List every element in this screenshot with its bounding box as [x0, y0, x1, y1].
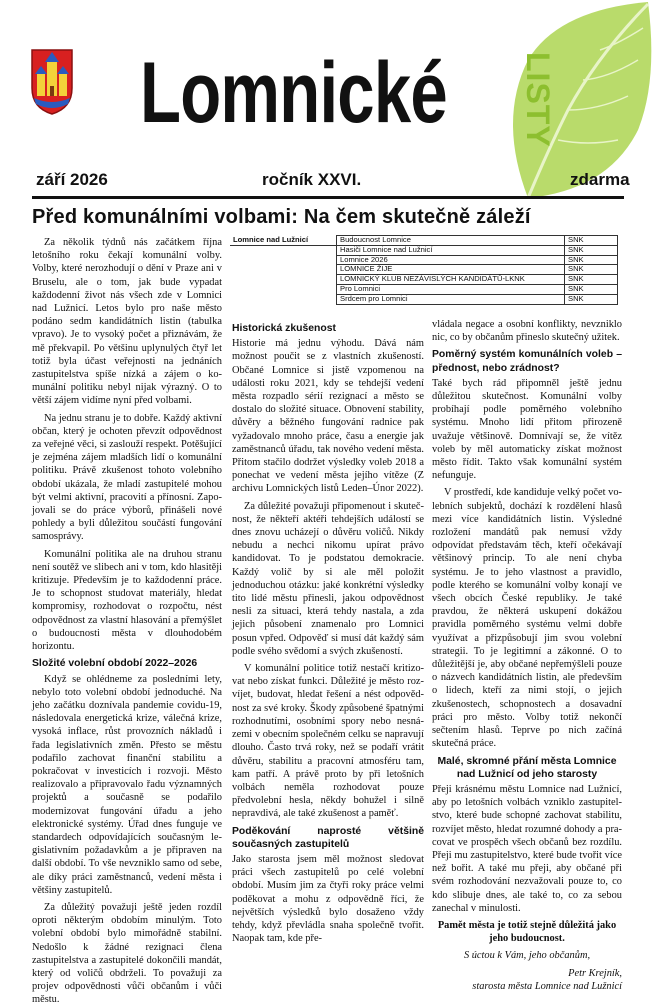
table-row	[230, 255, 618, 265]
paragraph: Za důležité považuji připomenout i skutečnost, že někteří aktéři tehdejších událostí se dnes znovu ucházejí o důvěru voličů. Nikdy nebudu a nechci nikomu upírat právo kandidovat. To je podstatou demokracie. Každý volič by si ale měl položit jednoduchou otázku: jaké konkrétní výsledky tito lidé městu přinesli, jakou odpovědnost nesli za situaci, která tehdy nastala, a zda jejich působení znamenalo pro Lomnici posun vpřed. Odpověď si musí dát každý sám podle svého svědomí a svých zkušeností.	[232, 500, 424, 657]
paragraph: Za důležitý považuji ještě jeden rozdíl oproti některým obdobím minulým. Toto volební období bylo mimořádně stabilní. Nedošlo k žádné rezignaci člena zastupitelstva a zastupitelé dokončili mandát, který od voličů obdrželi. To považuji za projev odpovědnosti vůči občanům i vůči městu.	[32, 901, 222, 1006]
closing-statement: Pamět města je totiž stejně důležitá jako jeho budoucnost.	[437, 919, 617, 945]
closing-greeting: S úctou k Vám, jeho občanům,	[463, 950, 591, 962]
town-cell: Lomnice nad Lužnicí	[230, 236, 337, 246]
party-cell: Pro Lomnici	[337, 284, 565, 294]
article-column-2	[232, 318, 424, 945]
section-heading: Poděkování naprosté většině současných zastupitelů	[232, 825, 424, 850]
type-cell: SNK	[565, 265, 618, 275]
paragraph: vládala negace a osobní konflikty, nevzniklo nic, co by občanům přineslo skutečný užitek.	[432, 319, 622, 344]
table-row	[230, 236, 618, 246]
party-cell: LOMNICE ŽIJE	[337, 265, 565, 275]
issue-date: září 2026	[36, 170, 108, 189]
table-row	[230, 284, 618, 294]
table-row	[230, 245, 618, 255]
signature-name: Petr Krejník,	[568, 967, 622, 979]
listy-vertical-label: LISTY	[520, 52, 556, 148]
paragraph: Jako starosta jsem měl možnost sledovat práci všech zastupitelů po celé volební období. Musím jim za čtyři roky práce velmi poděkovat a mohu z odpovědně říci, že největších výsledků bylo dosaženo vždy tehdy, když převládla snaha společně tvořit. Naopak tam, kde pře-	[232, 853, 424, 945]
paragraph: Přeji krásnému městu Lomnice nad Lužnicí, aby po letošních volbách vzniklo zastupitelstvo, které bude schopné zachovat stabilitu, rozvíjet město, hledat rozumné dohody a pracovat ve prospěch všech občanů bez rozdílu. Přeji mu zastupitelstvo, které bude tvořit více než bořit. A také mu přeji, aby občané při svém rozhodování nezvažovali pouze to, co kdo slibuje dnes, ale také to, co za sebou zanechal v minulosti.	[432, 783, 622, 914]
paragraph: Historie má jednu výhodu. Dává nám možnost poučit se z vlastních zkušeností. Občané Lomnice si jistě vzpomenou na události roku 2021, kdy se tehdejší vedení města rozpadlo sérií rezignací a město se dostalo do složité situace. Obnovení stability, důvěry a běžného fungování radnice pak vyžadovalo mnoho práce, času a energie jak zaměstnanců úřadu, tak nového vedení města. Přitom stačilo dodržet výsledky voleb 2018 a ponechat ve vedení města jejího vítěze (Z archivu Lomnických listů Leden–Únor 2022).	[232, 338, 424, 495]
section-heading: Poměrný systém komunálních voleb – přednost, nebo zrádnost?	[432, 349, 622, 374]
paragraph: Za několik týdnů nás začátkem října letošního roku čekají komunální volby. Volby, které nerozhodují o dění v Praze ani v Bruselu, ale o tom, jak bude vypadat každodenní život nás všech zde v Lomnici nad Lužnicí. Letos bylo pro naše město podáno sedm kandidátních listin (tabulka vpravo). Je to vysoký počet a přiznávám, že mě překvapil. Po většinu uplynulých čtyř let totiž byla účast veřejnosti na jednáních zastupitelstva spíše nízká a zájem o komunální politiku nebyl nijak výrazný. O to větší zájem vidíme nyní před volbami.	[32, 237, 222, 407]
page-headline: Před komunálními volbami: Na čem skutečně záleží	[32, 206, 531, 228]
leaf-icon	[488, 0, 654, 198]
masthead	[0, 0, 654, 200]
type-cell: SNK	[565, 294, 618, 304]
party-cell: Budoucnost Lomnice	[337, 236, 565, 246]
issue-volume: ročník XXVI.	[262, 170, 362, 189]
party-cell: Srdcem pro Lomnici	[337, 294, 565, 304]
type-cell: SNK	[565, 236, 618, 246]
paragraph: Komunální politika ale na druhou stranu není soutěž ve slibech ani v tom, kdo hlasitěji kritizuje. Především je to každodenní práce. Je to schopnost studovat materiály, hledat kompromisy, rozhodovat o rozpočtu, nést odpovědnost za vlastní hlasování a přemýšlet o budoucnosti města v dlouhodobém horizontu.	[32, 548, 222, 653]
paragraph: Když se ohlédneme za posledními lety, nebylo toto volební období jednoduché. Na jeho začátku doznívala pandemie covidu-19, následovala energetická krize, válečná krize, vysoká inflace, růst provozních nákladů i řada legislativních změn. Přesto se městu podařilo zachovat finanční stabilitu a pokračovat v investicích i rozvoji. Město realizovalo a připravovalo řadu významných projektů a současně se podařilo modernizovat fungování úřadu a jeho elektronické systémy. Úřad dnes funguje ve standardech odpovídajících současným legislativním požadavkům a je připraven na další období. To vše nevzniklo samo od sebe, ale díky práci zaměstnanců, vedení města i většiny zastupitelů.	[32, 673, 222, 896]
table-row	[230, 275, 618, 285]
paragraph: Na jednu stranu je to dobře. Každý aktivní občan, který je ochoten převzít odpovědnost za veřejné věci, si zaslouží respekt. Potěšující je zejména zájem mladších lidí o komunální politiku. Právě zkušenost tohoto volebního období ukázala, že mladí zastupitelé mohou být velmi aktivní, pracovití a přínosní. Zapojovali se do práce výborů, přinášeli nové pohledy a byli důležitou součástí fungování samosprávy.	[32, 412, 222, 543]
party-cell: LOMNICKÝ KLUB NEZÁVISLÝCH KANDIDÁTŮ-LKNK	[337, 275, 565, 285]
article-column-3	[432, 318, 622, 992]
article-column-1	[32, 236, 222, 1006]
section-heading: Historická zkušenost	[232, 323, 336, 334]
town-crest-icon	[30, 48, 74, 116]
candidate-list-table	[230, 235, 618, 305]
type-cell: SNK	[565, 245, 618, 255]
section-heading: Složité volební období 2022–2026	[32, 658, 198, 670]
table-row	[230, 294, 618, 304]
paragraph: Také bych rád připomněl ještě jednu důležitou skutečnost. Komunální volby probíhají podle poměrného volebního systému. Mnoho lidí přitom přirozeně uvažuje většinově. Domnívají se, že vítěz voleb by měl automaticky získat možnost město řídit. Takto však komunální systém nefunguje.	[432, 377, 622, 482]
signature-title: starosta města Lomnice nad Lužnicí	[472, 980, 622, 992]
type-cell: SNK	[565, 284, 618, 294]
type-cell: SNK	[565, 275, 618, 285]
paragraph: V prostředí, kde kandiduje velký počet volebních subjektů, dochází k rozdělení hlasů mezi více kandidátních listin. Výsledné rozložení mandátů pak nemusí vždy odpovídat představám těch, kteří očekávají většinový princip. To ale není chyba systému. Je to jeho vlastnost a pravidlo, podle kterého se komunální volby konají ve všech obcích České republiky. Je také pravdou, že některá uskupení dokážou pravidla poměrného systému velmi dobře využívat a přizpůsobují jim svou volební strategii. To je legitimní a zákonné. O to důležitější je, aby občané nepřemýšleli pouze o názvech kandidátních listin, ale především o lidech, kteří za nimi stojí, o jejich zkušenostech, schopnostech a dosavadní práci pro město. Volby totiž nekončí sečtením hlasů. Teprve po nich začíná skutečná práce.	[432, 487, 622, 750]
party-cell: Hasiči Lomnice nad Lužnicí	[337, 245, 565, 255]
party-cell: Lomnice 2026	[337, 255, 565, 265]
paragraph: V komunální politice totiž nestačí kritizovat nebo získat funkci. Důležité je město rozvíjet, budovat, hledat řešení a nést odpovědnost za své kroky. Škody způsobené špatnými rozhodnutími, osobními spory nebo nesnázemi v obecním společném celku se napravují dlouho. Často trvá roky, než se podaří vrátit důvěru, stabilitu a pracovní atmosféru tam, kam patří. A právě proto by při letošních volbách neměla rozhodovat pouze předvolební hesla, někdy bohužel i silně nepravdivá, ale také zkušenost a paměť.	[232, 663, 424, 820]
issue-price: zdarma	[570, 170, 630, 189]
newspaper-title: Lomnické	[140, 45, 447, 141]
masthead-rule	[32, 196, 624, 199]
section-heading: Malé, skromné přání města Lomnice nad Lužnicí od jeho starosty	[437, 755, 617, 780]
type-cell: SNK	[565, 255, 618, 265]
